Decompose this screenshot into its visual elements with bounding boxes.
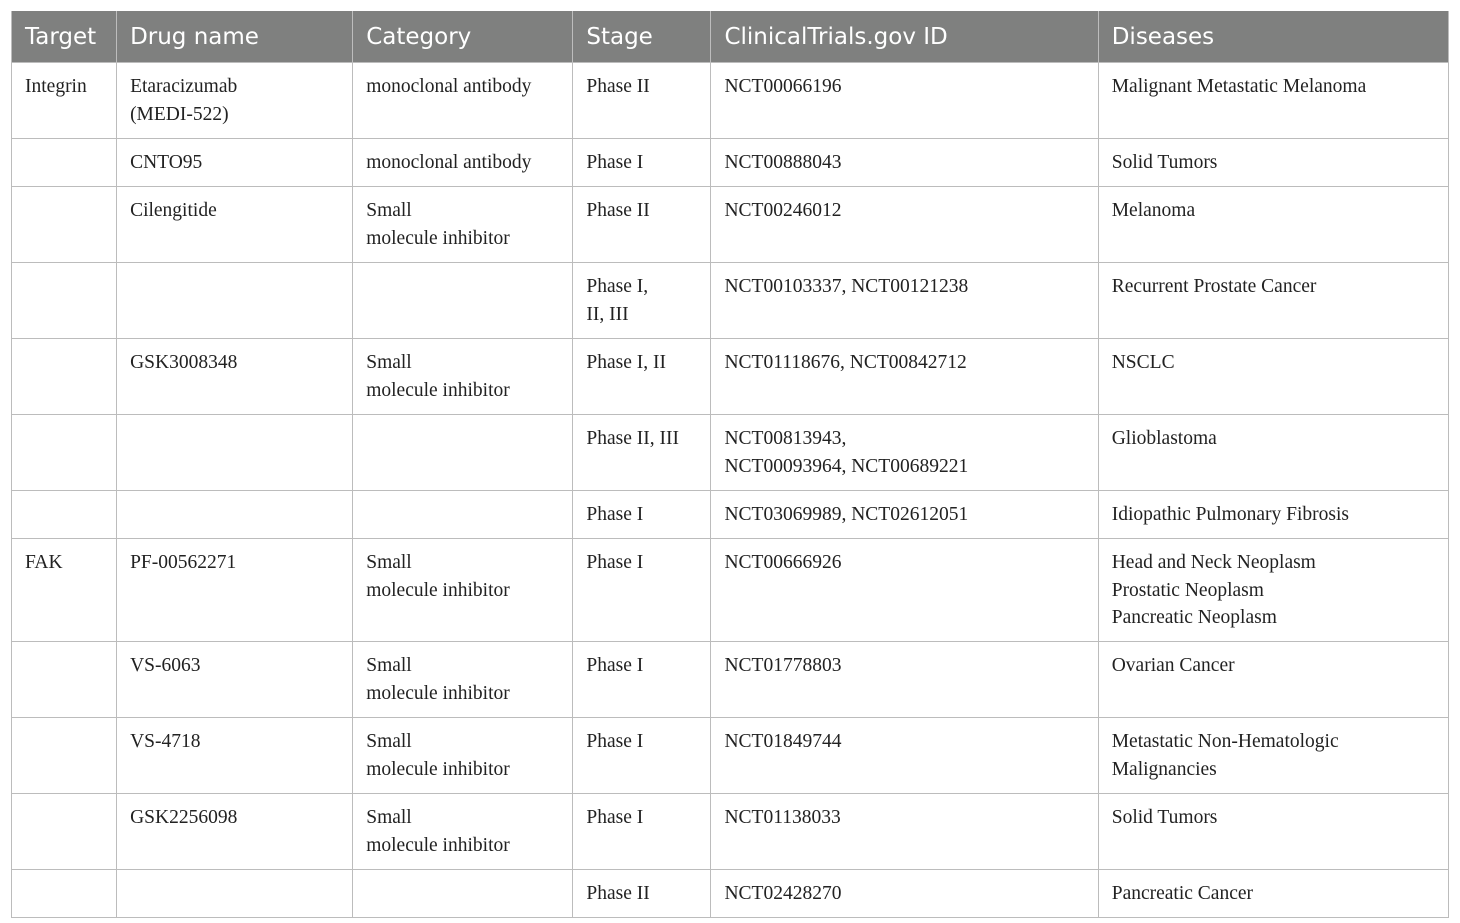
table-row <box>12 339 1449 415</box>
header-target: Target <box>12 11 117 63</box>
stage-cell <box>573 794 711 870</box>
drug-name-cell <box>117 263 353 339</box>
drug-name-cell <box>117 139 353 187</box>
diseases-cell <box>1098 718 1448 794</box>
cell-text-line: NSCLC <box>1111 352 1175 373</box>
cell-text-line: NCT00666926 <box>724 552 842 573</box>
table-row <box>12 187 1449 263</box>
table-body <box>12 63 1449 918</box>
cell-text-line: VS-4718 <box>130 731 201 752</box>
diseases-cell <box>1098 415 1448 491</box>
cell-text-line: Phase II <box>586 76 650 97</box>
cell-text-line: NCT01138033 <box>724 807 841 828</box>
cell-text-line: molecule inhibitor <box>366 758 510 780</box>
diseases-cell <box>1098 339 1448 415</box>
cell-text-line: Phase I <box>586 655 644 676</box>
clinical-trials-table <box>11 11 1449 918</box>
table-row <box>12 415 1449 491</box>
category-cell <box>353 794 573 870</box>
clinicaltrials-id-cell <box>711 718 1098 794</box>
table-row <box>12 794 1449 870</box>
stage-cell <box>573 139 711 187</box>
diseases-cell <box>1098 794 1448 870</box>
category-cell <box>353 415 573 491</box>
drug-name-cell <box>117 339 353 415</box>
cell-text-line: NCT01118676, NCT00842712 <box>724 352 967 373</box>
target-cell <box>12 63 117 139</box>
cell-text-line: monoclonal antibody <box>366 152 532 173</box>
cell-text-line: NCT01778803 <box>724 655 842 676</box>
cell-text-line: NCT00246012 <box>724 200 842 221</box>
cell-text-line: Phase I <box>586 504 644 525</box>
cell-text-line: (MEDI-522) <box>130 103 229 125</box>
clinicaltrials-id-cell <box>711 139 1098 187</box>
cell-text-line: molecule inhibitor <box>366 834 510 856</box>
clinicaltrials-id-cell <box>711 491 1098 539</box>
cell-text-line: Phase I <box>586 731 644 752</box>
diseases-cell <box>1098 63 1448 139</box>
drug-name-cell <box>117 718 353 794</box>
cell-text-line: Etaracizumab <box>130 76 238 97</box>
cell-text-line: GSK3008348 <box>130 352 238 373</box>
diseases-cell <box>1098 263 1448 339</box>
cell-text-line: NCT00093964, NCT00689221 <box>724 455 969 477</box>
cell-text-line: CNTO95 <box>130 152 203 173</box>
target-cell <box>12 539 117 642</box>
cell-text-line: Solid Tumors <box>1111 152 1218 173</box>
cell-text-line: NCT03069989, NCT02612051 <box>724 504 969 525</box>
drug-name-cell <box>117 642 353 718</box>
cell-text-line: FAK <box>25 552 63 573</box>
target-cell <box>12 718 117 794</box>
cell-text-line: Pancreatic Cancer <box>1111 883 1254 904</box>
clinicaltrials-id-cell <box>711 642 1098 718</box>
table-row <box>12 263 1449 339</box>
target-cell <box>12 263 117 339</box>
diseases-cell <box>1098 642 1448 718</box>
clinicaltrials-id-cell <box>711 870 1098 918</box>
stage-cell <box>573 63 711 139</box>
clinicaltrials-id-cell <box>711 263 1098 339</box>
stage-cell <box>573 642 711 718</box>
cell-text-line: Glioblastoma <box>1111 428 1217 449</box>
clinicaltrials-id-cell <box>711 539 1098 642</box>
drug-name-cell <box>117 187 353 263</box>
target-cell <box>12 187 117 263</box>
stage-cell <box>573 870 711 918</box>
cell-text-line: GSK2256098 <box>130 807 238 828</box>
cell-text-line: Melanoma <box>1111 200 1196 221</box>
stage-cell <box>573 415 711 491</box>
target-cell <box>12 339 117 415</box>
category-cell <box>353 187 573 263</box>
cell-text-line: monoclonal antibody <box>366 76 532 97</box>
table-row <box>12 139 1449 187</box>
cell-text-line: Prostatic Neoplasm <box>1111 579 1264 601</box>
cell-text-line: Metastatic Non-Hematologic <box>1111 731 1339 752</box>
stage-cell <box>573 491 711 539</box>
diseases-cell <box>1098 187 1448 263</box>
drug-name-cell <box>117 794 353 870</box>
clinicaltrials-id-cell <box>711 187 1098 263</box>
category-cell <box>353 642 573 718</box>
cell-text-line: Malignant Metastatic Melanoma <box>1111 76 1367 97</box>
cell-text-line: II, III <box>586 303 629 325</box>
cell-text-line: NCT00066196 <box>724 76 842 97</box>
category-cell <box>353 870 573 918</box>
cell-text-line: Idiopathic Pulmonary Fibrosis <box>1111 504 1349 525</box>
category-cell <box>353 339 573 415</box>
header-row <box>12 11 1449 63</box>
diseases-cell <box>1098 870 1448 918</box>
stage-cell <box>573 539 711 642</box>
cell-text-line: Cilengitide <box>130 200 217 221</box>
cell-text-line: Phase I, II <box>586 352 666 373</box>
header-category: Category <box>353 11 573 63</box>
category-cell <box>353 718 573 794</box>
drug-name-cell <box>117 870 353 918</box>
drug-name-cell <box>117 539 353 642</box>
table-row <box>12 63 1449 139</box>
stage-cell <box>573 339 711 415</box>
cell-text-line: NCT01849744 <box>724 731 842 752</box>
cell-text-line: Phase I <box>586 152 644 173</box>
drug-name-cell <box>117 63 353 139</box>
cell-text-line: NCT02428270 <box>724 883 842 904</box>
table-row <box>12 870 1449 918</box>
header-drug-name: Drug name <box>117 11 353 63</box>
cell-text-line: Small <box>366 352 412 373</box>
cell-text-line: Pancreatic Neoplasm <box>1111 607 1277 628</box>
target-cell <box>12 642 117 718</box>
category-cell <box>353 263 573 339</box>
table-row <box>12 642 1449 718</box>
cell-text-line: Integrin <box>25 76 87 97</box>
target-cell <box>12 415 117 491</box>
cell-text-line: PF-00562271 <box>130 552 237 573</box>
table-row <box>12 539 1449 642</box>
cell-text-line: Small <box>366 200 412 221</box>
cell-text-line: NCT00813943, <box>724 428 847 449</box>
stage-cell <box>573 263 711 339</box>
cell-text-line: Solid Tumors <box>1111 807 1218 828</box>
cell-text-line: molecule inhibitor <box>366 379 510 401</box>
cell-text-line: Small <box>366 552 412 573</box>
cell-text-line: Phase II <box>586 200 650 221</box>
category-cell <box>353 539 573 642</box>
cell-text-line: NCT00888043 <box>724 152 842 173</box>
clinical-trials-table-container <box>11 11 1449 918</box>
cell-text-line: Phase I <box>586 552 644 573</box>
cell-text-line: Phase II, III <box>586 428 679 449</box>
header-stage: Stage <box>573 11 711 63</box>
header-diseases: Diseases <box>1098 11 1448 63</box>
category-cell <box>353 491 573 539</box>
cell-text-line: NCT00103337, NCT00121238 <box>724 276 969 297</box>
target-cell <box>12 870 117 918</box>
stage-cell <box>573 718 711 794</box>
cell-text-line: molecule inhibitor <box>366 579 510 601</box>
drug-name-cell <box>117 491 353 539</box>
cell-text-line: Phase I, <box>586 276 649 297</box>
cell-text-line: VS-6063 <box>130 655 201 676</box>
drug-name-cell <box>117 415 353 491</box>
table-row <box>12 718 1449 794</box>
diseases-cell <box>1098 139 1448 187</box>
diseases-cell <box>1098 539 1448 642</box>
category-cell <box>353 139 573 187</box>
cell-text-line: molecule inhibitor <box>366 227 510 249</box>
cell-text-line: Recurrent Prostate Cancer <box>1111 276 1317 297</box>
cell-text-line: Ovarian Cancer <box>1111 655 1235 676</box>
cell-text-line: molecule inhibitor <box>366 682 510 704</box>
cell-text-line: Small <box>366 807 412 828</box>
cell-text-line: Small <box>366 731 412 752</box>
cell-text-line: Head and Neck Neoplasm <box>1111 552 1316 573</box>
header-clinicaltrials-id: ClinicalTrials.gov ID <box>711 11 1098 63</box>
clinicaltrials-id-cell <box>711 415 1098 491</box>
clinicaltrials-id-cell <box>711 63 1098 139</box>
cell-text-line: Malignancies <box>1111 758 1217 780</box>
clinicaltrials-id-cell <box>711 794 1098 870</box>
category-cell <box>353 63 573 139</box>
cell-text-line: Phase I <box>586 807 644 828</box>
table-row <box>12 491 1449 539</box>
clinicaltrials-id-cell <box>711 339 1098 415</box>
target-cell <box>12 139 117 187</box>
target-cell <box>12 794 117 870</box>
cell-text-line: Small <box>366 655 412 676</box>
diseases-cell <box>1098 491 1448 539</box>
target-cell <box>12 491 117 539</box>
cell-text-line: Phase II <box>586 883 650 904</box>
stage-cell <box>573 187 711 263</box>
